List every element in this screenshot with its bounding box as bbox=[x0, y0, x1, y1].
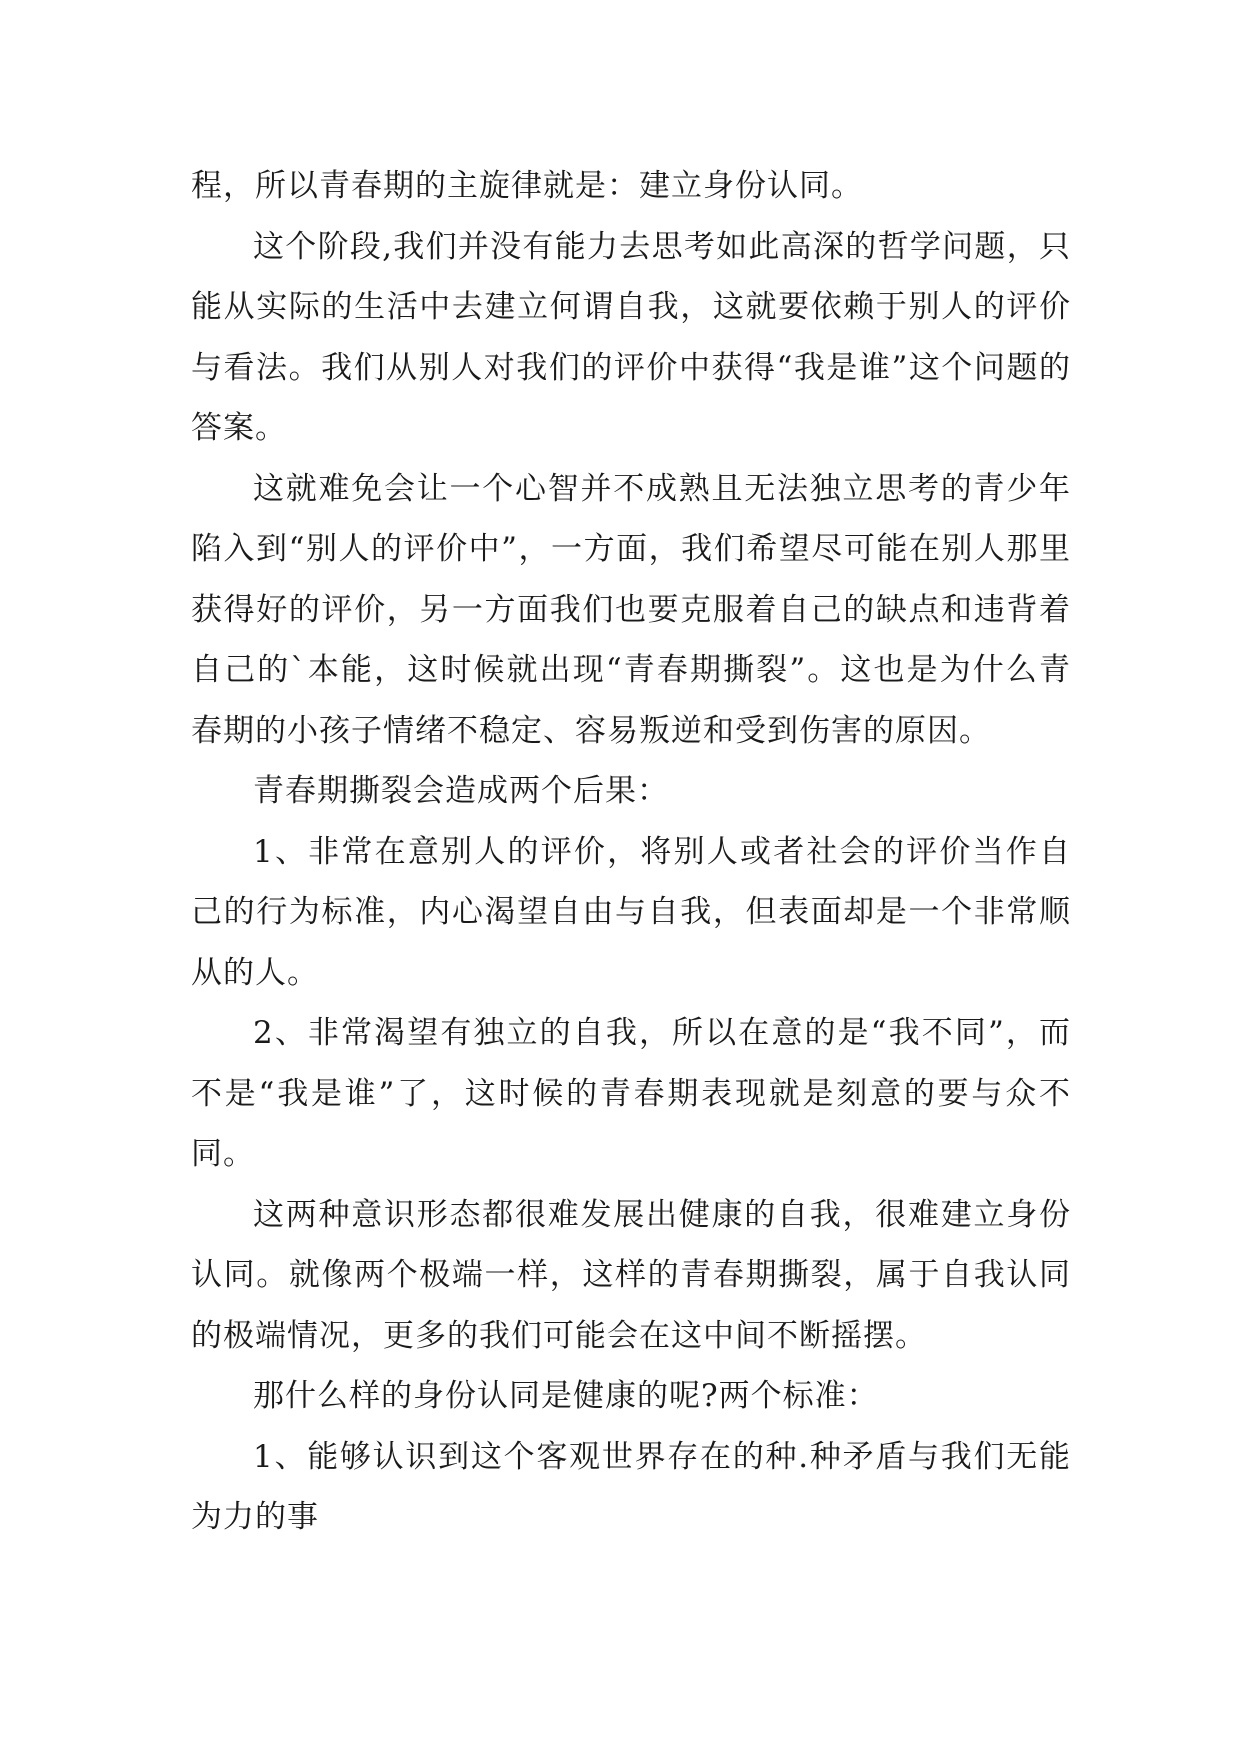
paragraph: 2、非常渴望有独立的自我，所以在意的是“我不同”，而不是“我是谁”了，这时候的青春期表现就是刻意的要与众不同。 bbox=[191, 1015, 1071, 1172]
paragraph: 程，所以青春期的主旋律就是：建立身份认同。 bbox=[191, 168, 863, 204]
paragraph: 这个阶段,我们并没有能力去思考如此高深的哲学问题，只能从实际的生活中去建立何谓自我，这就要依赖于别人的评价与看法。我们从别人对我们的评价中获得“我是谁”这个问题的答案。 bbox=[191, 228, 1071, 446]
paragraph: 青春期撕裂会造成两个后果： bbox=[253, 773, 669, 809]
paragraph: 这就难免会让一个心智并不成熟且无法独立思考的青少年陷入到“别人的评价中”，一方面，我们希望尽可能在别人那里获得好的评价，另一方面我们也要克服着自己的缺点和违背着自己的`本能，这时候就出现“青春期撕裂”。这也是为什么青春期的小孩子情绪不稳定、容易叛逆和受到伤害的原因。 bbox=[191, 470, 1071, 749]
paragraph: 那什么样的身份认同是健康的呢?两个标准： bbox=[253, 1378, 879, 1414]
document-body bbox=[191, 156, 1071, 1548]
paragraph: 1、能够认识到这个客观世界存在的种.种矛盾与我们无能为力的事 bbox=[191, 1438, 1071, 1535]
paragraph: 这两种意识形态都很难发展出健康的自我，很难建立身份认同。就像两个极端一样，这样的青春期撕裂，属于自我认同的极端情况，更多的我们可能会在这中间不断摇摆。 bbox=[191, 1196, 1071, 1354]
paragraph: 1、非常在意别人的评价，将别人或者社会的评价当作自己的行为标准，内心渴望自由与自我，但表面却是一个非常顺从的人。 bbox=[191, 833, 1071, 991]
